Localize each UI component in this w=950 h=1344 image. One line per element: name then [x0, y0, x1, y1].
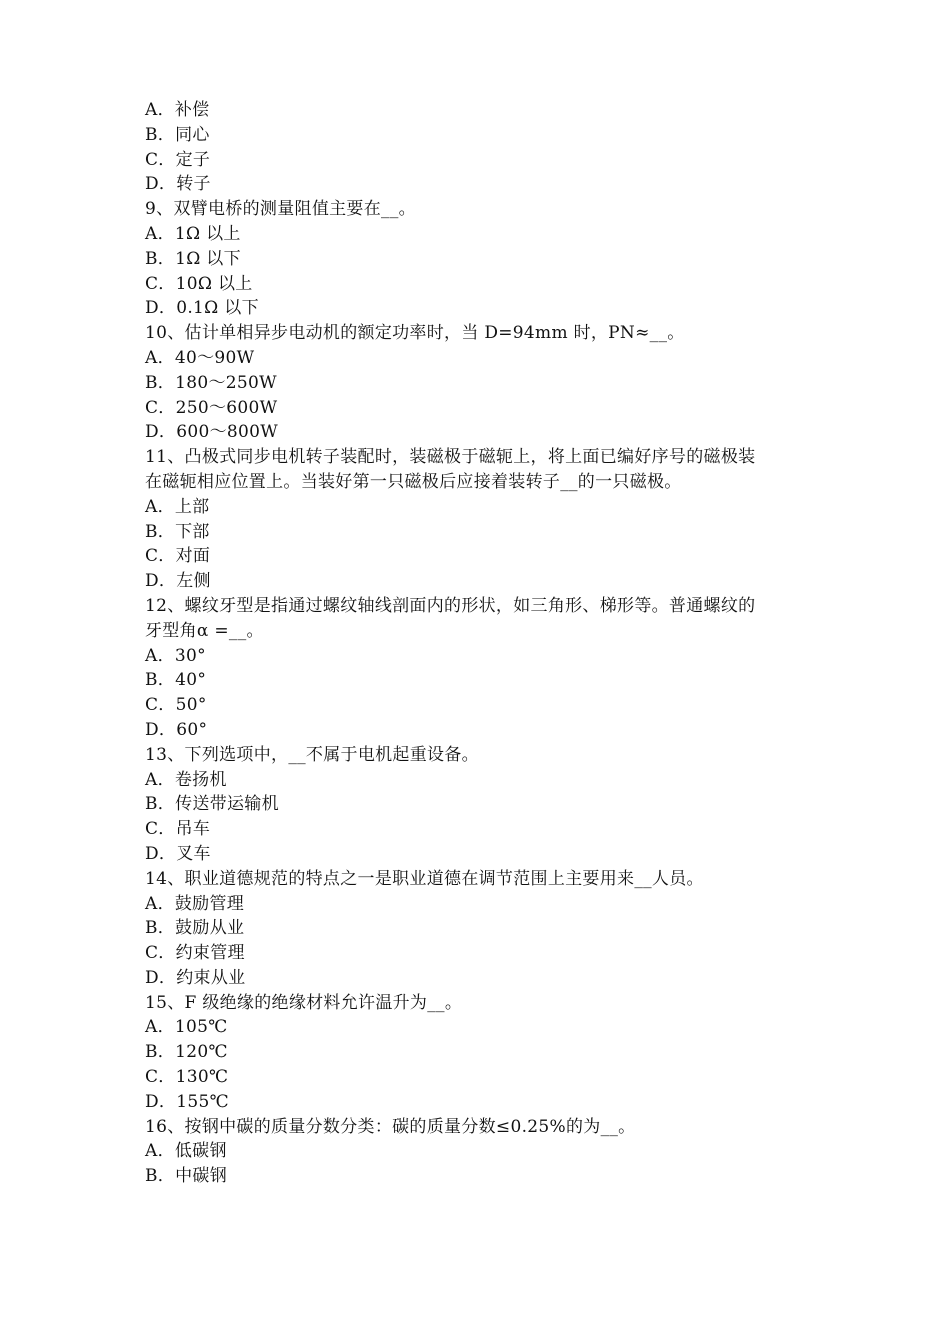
option-line: D．左侧 — [145, 571, 211, 592]
option-line: D．叉车 — [145, 843, 211, 864]
option-line: C．约束管理 — [145, 943, 245, 964]
option-line: B．下部 — [145, 521, 210, 542]
option-line: B．鼓励从业 — [145, 918, 245, 939]
question-14: 14、职业道德规范的特点之一是职业道德在调节范围上主要用来__人员。 — [145, 868, 704, 889]
option-line: D．0.1Ω 以下 — [145, 298, 259, 319]
question-12: 12、螺纹牙型是指通过螺纹轴线剖面内的形状，如三角形、梯形等。普通螺纹的 — [145, 595, 756, 616]
option-line: D．约束从业 — [145, 967, 246, 988]
question-16: 16、按钢中碳的质量分数分类：碳的质量分数≤0.25%的为__。 — [145, 1116, 636, 1137]
option-line: A．40～90W — [145, 347, 255, 368]
question-11: 11、凸极式同步电机转子装配时，装磁极于磁轭上，将上面已编好序号的磁极装 — [145, 447, 756, 468]
option-line: B．传送带运输机 — [145, 794, 279, 815]
question-9: 9、双臂电桥的测量阻值主要在__。 — [145, 199, 416, 220]
option-line: C．50° — [145, 695, 207, 716]
option-line: A．补偿 — [145, 100, 210, 120]
option-line: B．同心 — [145, 124, 210, 145]
option-line: B．40° — [145, 670, 207, 691]
option-line: A．上部 — [145, 496, 210, 517]
option-line: C．吊车 — [145, 819, 211, 840]
question-10: 10、估计单相异步电动机的额定功率时，当 D=94mm 时，PN≈__。 — [145, 323, 685, 344]
option-line: A．30° — [145, 645, 206, 666]
option-line: D．155℃ — [145, 1091, 229, 1112]
option-line: B．180～250W — [145, 372, 277, 393]
option-line: C．10Ω 以上 — [145, 273, 253, 294]
option-line: C．对面 — [145, 546, 211, 567]
option-line: A．低碳钢 — [145, 1141, 227, 1162]
option-line: C．250～600W — [145, 397, 278, 418]
exam-content — [145, 98, 825, 1189]
option-line: A．1Ω 以上 — [145, 223, 241, 244]
option-line: A．鼓励管理 — [145, 893, 245, 914]
option-line: B．1Ω 以下 — [145, 248, 241, 269]
option-line: D．600～800W — [145, 422, 278, 443]
question-15: 15、F 级绝缘的绝缘材料允许温升为__。 — [145, 992, 463, 1013]
option-line: C．130℃ — [145, 1067, 229, 1088]
option-line: A．卷扬机 — [145, 769, 227, 790]
question-13: 13、下列选项中，__不属于电机起重设备。 — [145, 744, 479, 765]
option-line: B．中碳钢 — [145, 1166, 227, 1187]
option-line: B．120℃ — [145, 1042, 228, 1063]
question-11-continued: 在磁轭相应位置上。当装好第一只磁极后应接着装转子__的一只磁极。 — [145, 471, 682, 492]
option-line: D．60° — [145, 719, 208, 740]
option-line: D．转子 — [145, 174, 211, 195]
option-line: C．定子 — [145, 149, 211, 170]
option-line: A．105℃ — [145, 1017, 228, 1038]
question-12-continued: 牙型角α =__。 — [145, 620, 264, 641]
